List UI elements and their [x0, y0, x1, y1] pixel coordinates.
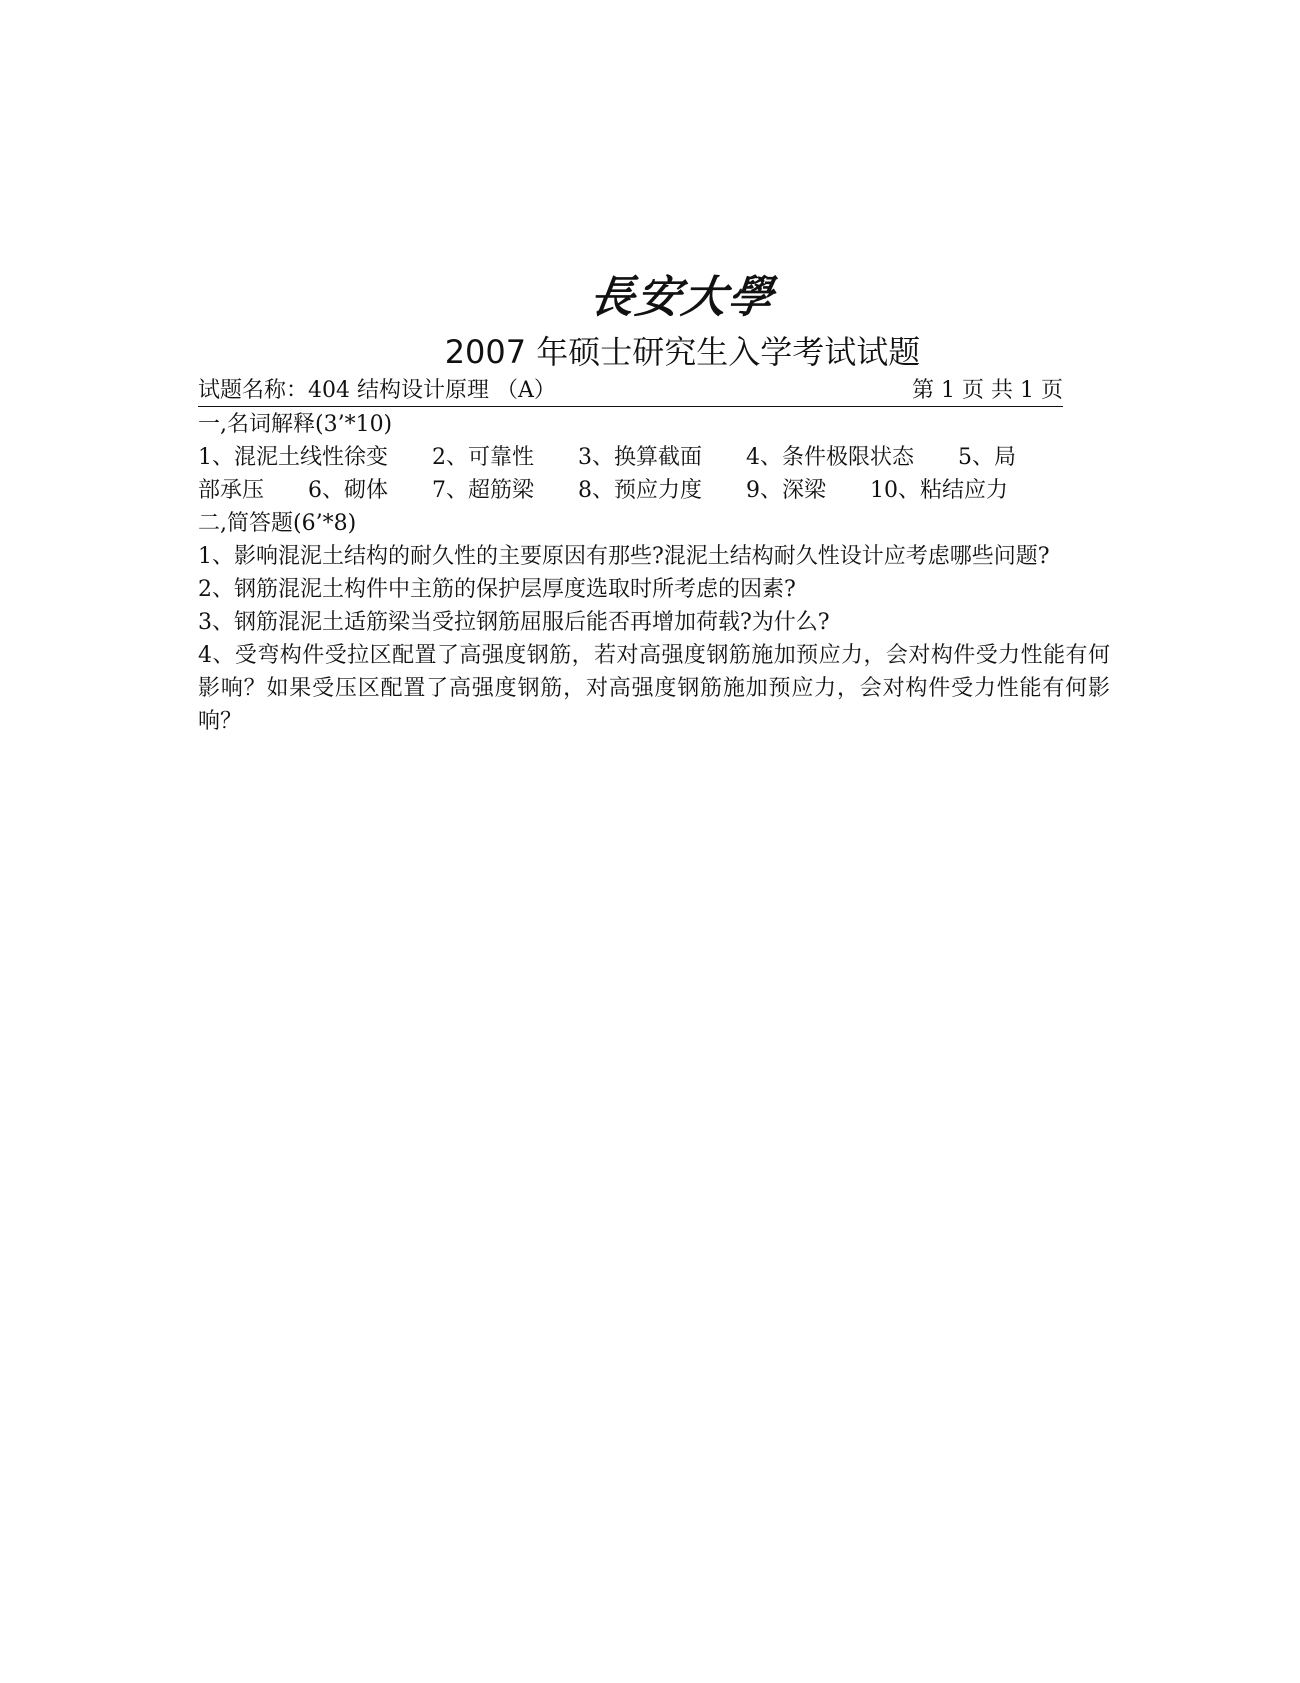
- section-heading-terms: 一,名词解释(3’*10): [198, 412, 393, 437]
- page-info: 第 1 页 共 1 页: [912, 378, 1063, 403]
- exam-header: [198, 376, 1063, 407]
- question-4: 4、受弯构件受拉区配置了高强度钢筋，若对高强度钢筋施加预应力，会对构件受力性能有何影响？如果受压区配置了高强度钢筋，对高强度钢筋施加预应力，会对构件受力性能有何影响？: [198, 643, 1110, 734]
- university-logo: 長安大學: [586, 272, 778, 323]
- exam-title: 2007 年硕士研究生入学考试试题: [444, 333, 921, 371]
- terms-line-1: 1、混泥土线性徐变 2、可靠性 3、换算截面 4、条件极限状态 5、局: [198, 445, 1016, 470]
- exam-content: [198, 408, 1110, 738]
- terms-line-2: 部承压 6、砌体 7、超筋梁 8、预应力度 9、深梁 10、粘结应力: [198, 478, 1008, 503]
- question-1: 1、影响混泥土结构的耐久性的主要原因有那些?混泥土结构耐久性设计应考虑哪些问题?: [198, 544, 1050, 569]
- subject-name: 试题名称：404 结构设计原理 （A）: [198, 378, 556, 403]
- question-2: 2、钢筋混泥土构件中主筋的保护层厚度选取时所考虑的因素?: [198, 577, 796, 602]
- section-heading-short-answer: 二,简答题(6’*8): [198, 511, 357, 536]
- question-3: 3、钢筋混泥土适筋梁当受拉钢筋屈服后能否再增加荷载?为什么?: [198, 610, 830, 635]
